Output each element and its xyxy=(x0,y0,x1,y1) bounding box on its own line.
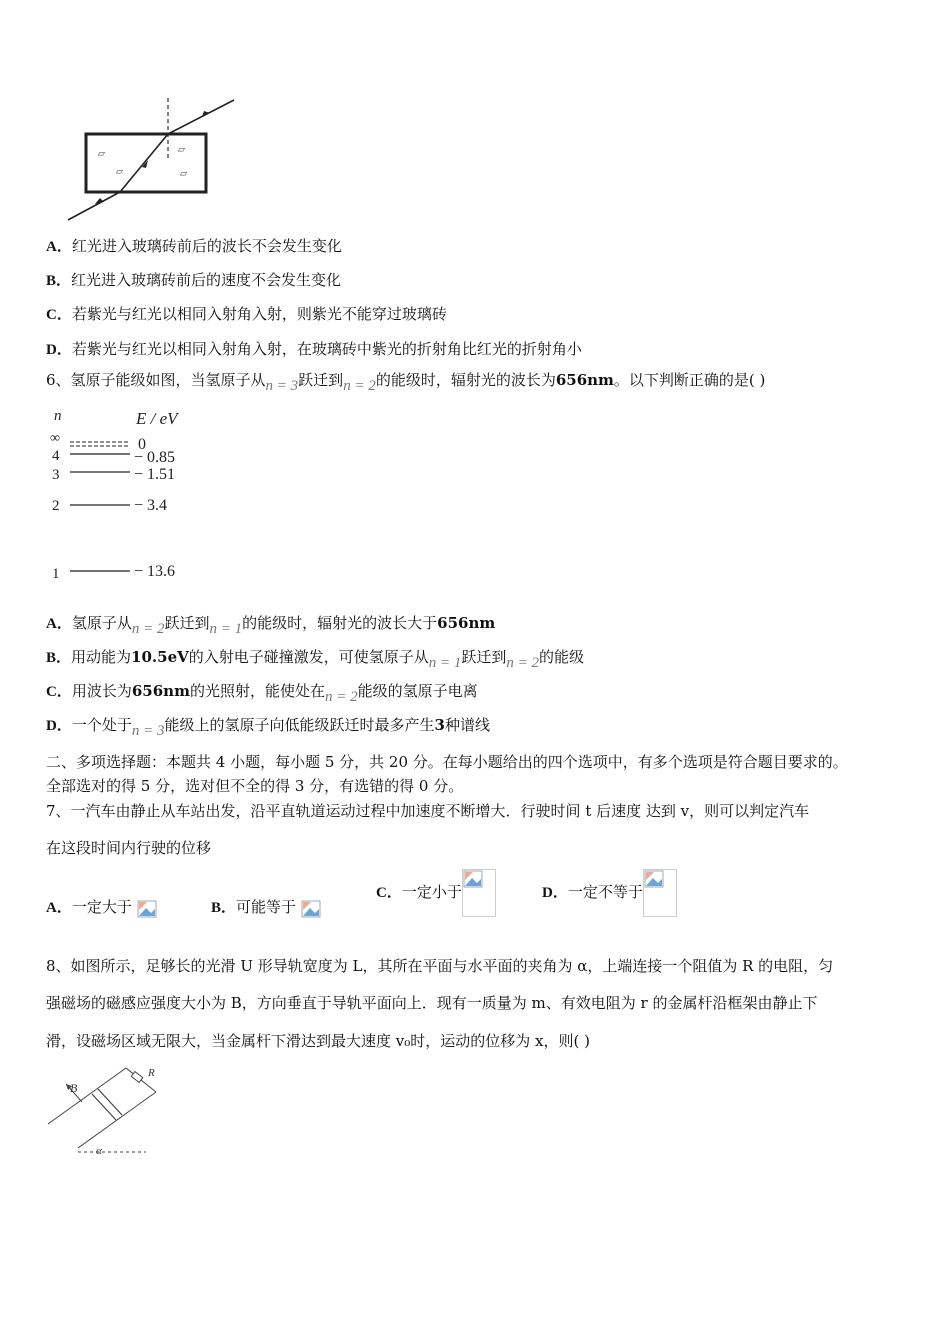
q7-option-c: C．一定小于 xyxy=(376,868,496,917)
broken-image-icon xyxy=(137,900,157,918)
q6-option-b: B．用动能为10.5eV的入射电子碰撞激发，可使氢原子从n = 1跃迁到n = 2的能级 xyxy=(46,648,585,671)
resistor-r-label: R xyxy=(148,1067,155,1079)
level-n-2: 2 xyxy=(52,498,60,514)
q6-option-c: C．用波长为656nm的光照射，能使处在n = 2能级的氢原子电离 xyxy=(46,682,478,705)
level-n-inf: ∞ xyxy=(50,431,60,446)
svg-text:▱: ▱ xyxy=(180,169,187,179)
energy-level-diagram xyxy=(44,404,204,589)
q7-stem-line-1: 7、一汽车由静止从车站出发，沿平直轨道运动过程中加速度不断增大．行驶时间 t 后速度 达到 v，则可以判定汽车 xyxy=(46,802,810,820)
broken-image-icon xyxy=(301,900,321,918)
q7-option-d: D．一定不等于 xyxy=(542,868,677,917)
level-e-inf: 0 xyxy=(138,436,146,453)
q8-stem-line-1: 8、如图所示，足够长的光滑 U 形导轨宽度为 L，其所在平面与水平面的夹角为 α，上端连接一个阻值为 R 的电阻，匀 xyxy=(46,957,834,975)
level-n-3: 3 xyxy=(52,467,60,483)
svg-text:▱: ▱ xyxy=(98,149,105,159)
q5-option-d: D．若紫光与红光以相同入射角入射，在玻璃砖中紫光的折射角比红光的折射角小 xyxy=(46,340,582,358)
level-n-1: 1 xyxy=(52,566,60,582)
level-e-2: − 3.4 xyxy=(134,497,168,514)
level-e-3: − 1.51 xyxy=(134,466,176,483)
q5-option-b: B．红光进入玻璃砖前后的速度不会发生变化 xyxy=(46,271,342,289)
q7-option-a: A．一定大于 xyxy=(46,897,157,918)
inclined-rail-figure xyxy=(44,1062,174,1160)
q7-stem-line-2: 在这段时间内行驶的位移 xyxy=(46,839,212,857)
svg-text:▱: ▱ xyxy=(178,145,185,155)
energy-axis-label: E / eV xyxy=(136,409,178,428)
section-2-line-1: 二、多项选择题：本题共 4 小题，每小题 5 分，共 20 分。在每小题给出的四个选项中，有多个选项是符合题目要求的。 xyxy=(46,753,848,771)
broken-image-icon xyxy=(462,869,496,917)
level-n-4: 4 xyxy=(52,448,60,464)
q6-option-d: D．一个处于n = 3能级上的氢原子向低能级跃迁时最多产生3种谱线 xyxy=(46,716,490,739)
glass-block-figure xyxy=(64,96,244,226)
level-e-4: − 0.85 xyxy=(134,449,176,466)
q6-option-a: A．氢原子从n = 2跃迁到n = 1的能级时，辐射光的波长大于656nm xyxy=(46,614,496,637)
q7-option-b: B．可能等于 xyxy=(211,897,321,918)
n-axis-label: n xyxy=(54,408,62,424)
svg-text:▱: ▱ xyxy=(116,167,123,177)
q8-stem-line-2: 强磁场的磁感应强度大小为 B，方向垂直于导轨平面向上．现有一质量为 m、有效电阻为 r 的金属杆沿框架由静止下 xyxy=(46,994,818,1012)
level-e-1: − 13.6 xyxy=(134,563,176,580)
q6-stem: 6、氢原子能级如图，当氢原子从n = 3跃迁到n = 2的能级时，辐射光的波长为656nm。以下判断正确的是( ) xyxy=(46,371,766,394)
angle-alpha-label: α xyxy=(96,1145,102,1157)
field-b-label: B xyxy=(70,1081,78,1095)
q8-stem-line-3: 滑，设磁场区域无限大，当金属杆下滑达到最大速度 v₀时，运动的位移为 x，则( ) xyxy=(46,1032,590,1050)
section-2-line-2: 全部选对的得 5 分，选对但不全的得 3 分，有选错的得 0 分。 xyxy=(46,777,464,795)
broken-image-icon xyxy=(643,869,677,917)
q5-option-a: A．红光进入玻璃砖前后的波长不会发生变化 xyxy=(46,237,342,255)
q5-option-c: C．若紫光与红光以相同入射角入射，则紫光不能穿过玻璃砖 xyxy=(46,305,447,323)
